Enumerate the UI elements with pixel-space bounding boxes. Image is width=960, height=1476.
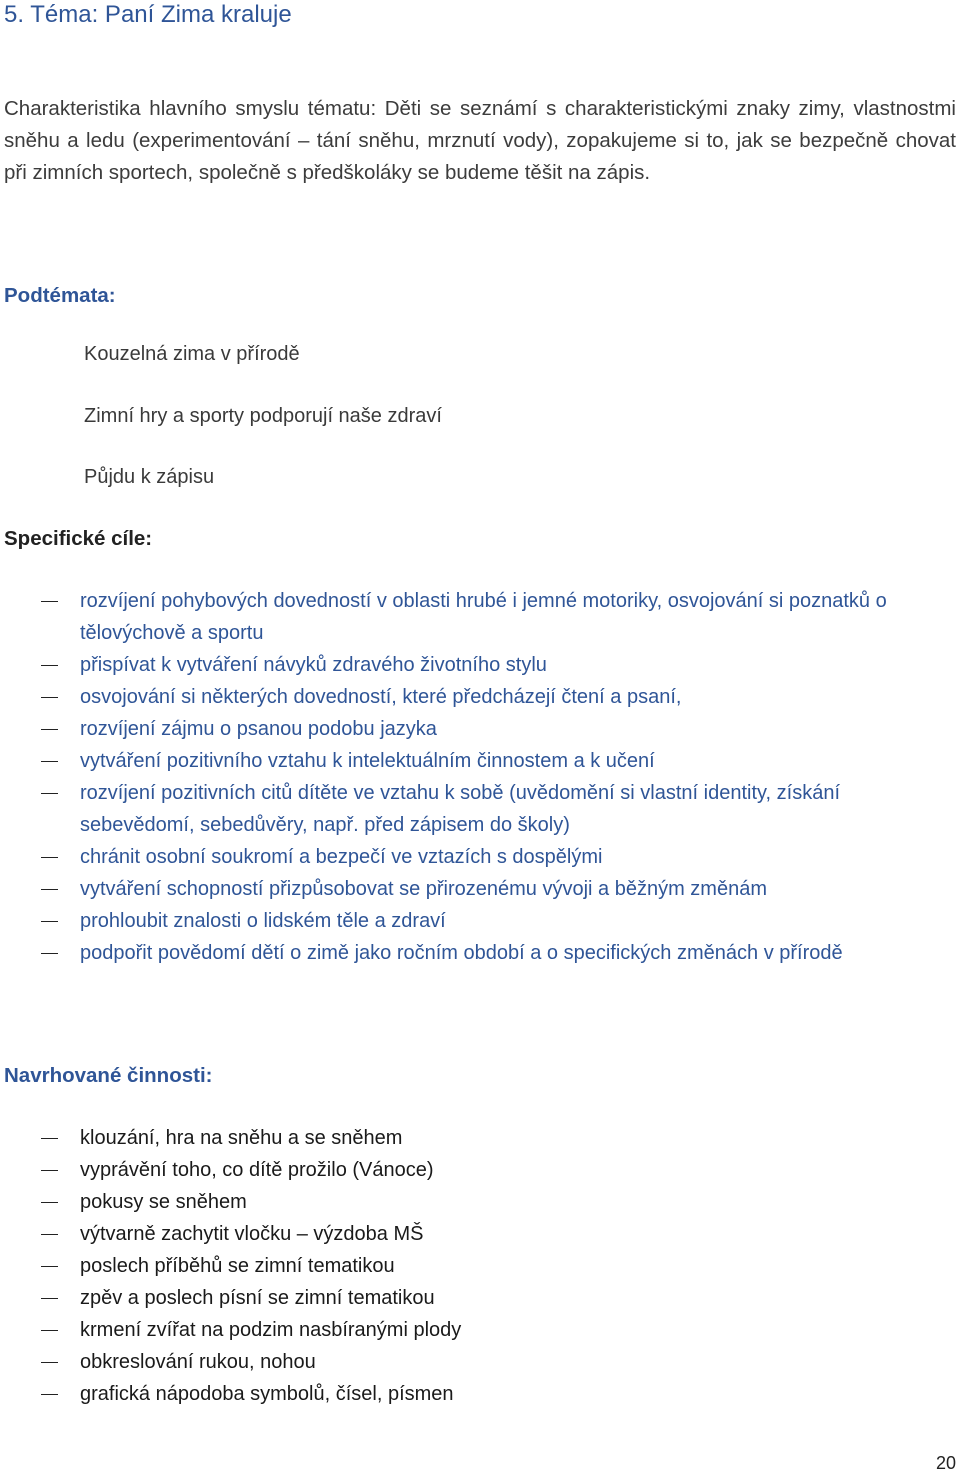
list-item xyxy=(0,1282,900,1314)
dash-bullet-icon xyxy=(41,601,58,602)
list-item xyxy=(0,681,900,713)
list-item xyxy=(0,1378,900,1410)
list-item-text: grafická nápodoba symbolů, čísel, písmen xyxy=(80,1383,454,1405)
list-item xyxy=(0,1154,900,1186)
list-item-text: rozvíjení pohybových dovedností v oblasti hrubé i jemné motoriky, osvojování si poznatků o tělovýchově a sportu xyxy=(80,590,887,644)
dash-bullet-icon xyxy=(41,665,58,666)
list-item-text: poslech příběhů se zimní tematikou xyxy=(80,1255,395,1277)
dash-bullet-icon xyxy=(41,1362,58,1363)
dash-bullet-icon xyxy=(41,1298,58,1299)
dash-bullet-icon xyxy=(41,793,58,794)
subtopics-heading: Podtémata: xyxy=(4,284,116,307)
dash-bullet-icon xyxy=(41,889,58,890)
list-item xyxy=(0,585,900,649)
list-item xyxy=(0,713,900,745)
specific-goals-heading: Specifické cíle: xyxy=(4,527,153,550)
list-item-text: rozvíjení pozitivních citů dítěte ve vztahu k sobě (uvědomění si vlastní identity, získání sebevědomí, sebedůvěry, např. před zápisem do školy) xyxy=(80,782,840,836)
suggested-activities-heading: Navrhované činnosti: xyxy=(4,1064,213,1087)
list-item-text: vytváření schopností přizpůsobovat se přirozenému vývoji a běžným změnám xyxy=(80,878,767,900)
list-item xyxy=(0,1186,900,1218)
dash-bullet-icon xyxy=(41,1202,58,1203)
subtopic-item: Zimní hry a sporty podporují naše zdraví xyxy=(84,405,442,427)
list-item-text: zpěv a poslech písní se zimní tematikou xyxy=(80,1287,435,1309)
list-item-text: chránit osobní soukromí a bezpečí ve vztazích s dospělými xyxy=(80,846,603,868)
list-item xyxy=(0,937,900,969)
page-title: 5. Téma: Paní Zima kraluje xyxy=(4,1,292,28)
suggested-activities-list xyxy=(0,1122,960,1410)
dash-bullet-icon xyxy=(41,953,58,954)
dash-bullet-icon xyxy=(41,921,58,922)
list-item-text: přispívat k vytváření návyků zdravého životního stylu xyxy=(80,654,547,676)
list-item-text: klouzání, hra na sněhu a se sněhem xyxy=(80,1127,403,1149)
list-item xyxy=(0,873,900,905)
dash-bullet-icon xyxy=(41,1170,58,1171)
list-item xyxy=(0,1346,900,1378)
dash-bullet-icon xyxy=(41,1330,58,1331)
specific-goals-list xyxy=(0,585,960,969)
dash-bullet-icon xyxy=(41,697,58,698)
list-item-text: prohloubit znalosti o lidském těle a zdraví xyxy=(80,910,446,932)
list-item xyxy=(0,1250,900,1282)
list-item-text: vyprávění toho, co dítě prožilo (Vánoce) xyxy=(80,1159,434,1181)
list-item-text: podpořit povědomí dětí o zimě jako ročním období a o specifických změnách v přírodě xyxy=(80,942,843,964)
page-number: 20 xyxy=(935,1453,956,1473)
list-item-text: osvojování si některých dovedností, které předcházejí čtení a psaní, xyxy=(80,686,682,708)
list-item xyxy=(0,905,900,937)
dash-bullet-icon xyxy=(41,1138,58,1139)
subtopic-item: Půjdu k zápisu xyxy=(84,466,215,488)
theme-characteristics-paragraph: Charakteristika hlavního smyslu tématu: Děti se seznámí s charakteristickými znaky zimy, vlastnostmi sněhu a ledu (experimentování – tání sněhu, mrznutí vody), zopakujeme si to, jak se bezpečně chovat při zimních sportech, společně s předškoláky se budeme těšit na zápis. xyxy=(4,97,956,184)
list-item-text: rozvíjení zájmu o psanou podobu jazyka xyxy=(80,718,437,740)
list-item xyxy=(0,1218,900,1250)
dash-bullet-icon xyxy=(41,1266,58,1267)
list-item-text: krmení zvířat na podzim nasbíranými plody xyxy=(80,1319,462,1341)
dash-bullet-icon xyxy=(41,857,58,858)
dash-bullet-icon xyxy=(41,761,58,762)
list-item-text: obkreslování rukou, nohou xyxy=(80,1351,316,1373)
dash-bullet-icon xyxy=(41,1234,58,1235)
list-item-text: pokusy se sněhem xyxy=(80,1191,247,1213)
list-item xyxy=(0,1122,900,1154)
dash-bullet-icon xyxy=(41,1394,58,1395)
subtopic-item: Kouzelná zima v přírodě xyxy=(84,343,300,365)
list-item xyxy=(0,745,900,777)
list-item-text: výtvarně zachytit vločku – výzdoba MŠ xyxy=(80,1223,424,1245)
list-item-text: vytváření pozitivního vztahu k intelektuálním činnostem a k učení xyxy=(80,750,655,772)
list-item xyxy=(0,649,900,681)
dash-bullet-icon xyxy=(41,729,58,730)
list-item xyxy=(0,841,900,873)
list-item xyxy=(0,777,900,841)
list-item xyxy=(0,1314,900,1346)
